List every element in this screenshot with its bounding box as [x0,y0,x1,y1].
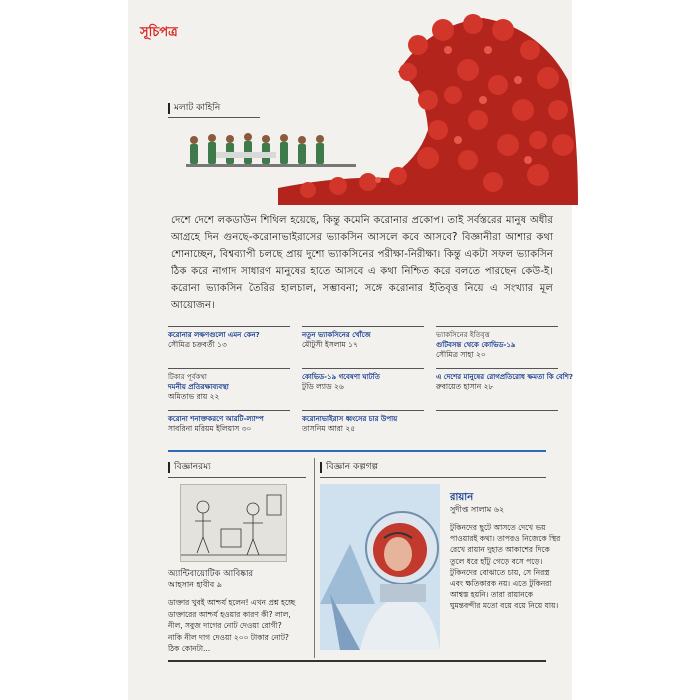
toc-item [436,410,558,414]
toc-article-title[interactable]: করোনার লক্ষণগুলো এমন কেন? [168,331,260,339]
toc-article-title[interactable]: করোনা শনাক্তকরণে আরটি-ল্যাম্প [168,415,264,423]
toc-item[interactable] [302,410,424,434]
column-divider [314,458,315,658]
toc-article-title[interactable]: গুটিবসন্ত থেকে কোভিড-১৯ [436,341,516,349]
toc-kicker: টিকার পূর্বকথা [168,373,207,381]
left-section-rule [168,477,306,478]
toc-title: সূচিপত্র [140,25,178,40]
toc-rule [168,326,290,327]
toc-article-title[interactable]: দমনীয় প্রতিরক্ষাব্যবস্থা [168,383,229,391]
left-story-excerpt: ডাক্তার খুবই আশ্চর্য হলেন! এখন প্রশ্ন হচ্ছে ডাক্তারের আশ্চর্য হওয়ার কারণ কী? লাল, নীল, সবুজ দাগের নোট দেওয়া রোগী? নাকি নীল দাগ দেওয়া ২০০ টাকার নোট? ঠিক কোনটা... [168,598,296,653]
right-story-title[interactable]: রায়ান [450,492,474,503]
toc-item[interactable] [302,326,424,350]
right-section-heading: বিজ্ঞান কল্পগল্প [320,462,378,473]
section-divider-bar [168,450,546,452]
toc-article-title[interactable]: এ দেশের মানুষের রোগপ্রতিরোধ ক্ষমতা কি বেশি? [436,373,573,381]
toc-rule [168,410,290,411]
toc-item[interactable] [436,326,558,360]
right-section-rule [320,477,546,478]
left-story-author: আহসান হাবীব ৯ [168,580,222,589]
toc-item[interactable] [168,410,290,434]
toc-author-page: মৌটুসী ইসলাম ১৭ [302,340,358,349]
toc-author-page: রুবায়েত হাসান ২৮ [436,382,494,391]
toc-article-title[interactable]: কোভিড-১৯ গবেষণা ঘাটতি [302,373,380,381]
page-bottom-rule [168,660,546,662]
toc-author-page: টুডি ল্যাড ২৬ [302,382,344,391]
toc-article-title[interactable]: করোনাভাইরাস ধ্বংসের চার উপায় [302,415,398,423]
toc-author-page: সাবরিনা মরিয়ম ইলিয়াস ৩০ [168,424,252,433]
toc-rule [302,326,424,327]
toc-author-page: তাসনিম আরা ২৫ [302,424,356,433]
toc-rule [302,368,424,369]
cover-story-rule [168,117,260,118]
toc-kicker: ভ্যাকসিনের ইতিবৃত্ত [436,331,490,339]
cover-illustration [278,10,578,205]
magazine-page [128,0,572,700]
cover-story-label: মলাট কাহিনি [168,103,220,114]
right-story-author: সুদীপ্ত সালাম ৬২ [450,505,505,514]
toc-author-page: সৌমিত্র সাহা ২০ [436,350,486,359]
virus-wave-illustration [278,10,578,205]
right-story-excerpt: টুকিনদের ছুটে আসতে দেখে ভয় পাওয়ারই কথা। তাপরও নিজেকে স্থির রেখে রায়ান দুহাত আকাশের দিকে তুলে ধরে হাঁটু গেড়ে বসে পড়ে। টুকিনদের বোঝাতে চায়, সে নিরস্ত্র এবং ক্ষতিকারক নয়। এতে টুকিনরা আশ্বস্ত হয়নি। তারা রায়ানকে ঘুমন্তবন্দীর মতো বয়ে বয়ে নিয়ে যায়। [450,523,561,611]
toc-item[interactable] [168,326,290,350]
left-section-heading: বিজ্ঞানরম্য [168,462,211,473]
toc-rule [168,368,290,369]
toc-rule [436,410,558,411]
toc-author-page: সৌমিত্র চক্রবর্তী ১৩ [168,340,227,349]
toc-item[interactable] [168,368,290,402]
toc-article-title[interactable]: নতুন ভ্যাকসিনের খোঁজে [302,331,371,339]
toc-rule [302,410,424,411]
toc-item[interactable] [302,368,424,392]
cartoon-illustration [180,484,287,562]
toc-item[interactable] [436,368,573,392]
toc-rule [436,326,558,327]
cover-story-intro: দেশে দেশে লকডাউন শিথিল হয়েছে, কিন্তু কমেনি করোনার প্রকোপ। তাই সর্বস্তরের মানুষ অধীর আগ্রহে দিন গুনছে-করোনাভাইরাসের ভ্যাকসিন আসলে কবে আসবে? বিজ্ঞানীরা আশার কথা শোনাচ্ছেন, বিশ্বব্যাপী চলছে প্রায় দুশো ভ্যাকসিনের পরীক্ষা-নিরীক্ষা। কিন্তু একটা সফল ভ্যাকসিন ঠিক করে নাগাদ সাধারণ মানুষের হাতে আসবে এ কথা নিশ্চিত করে বলতে পারছেন কেউ-ই। করোনা ভ্যাকসিন তৈরির হালচাল, সম্ভাবনা; সঙ্গে করোনার ইতিবৃত্ত নিয়ে এ সংখ্যার মূল আয়োজন। [171,215,553,311]
toc-author-page: অমিতাভ রায় ২২ [168,392,220,401]
health-workers-illustration [186,130,356,170]
toc-rule [436,368,558,369]
astronaut-illustration [320,484,440,650]
left-story-title[interactable]: অ্যান্টিবায়োটিক আবিষ্কার [168,569,254,579]
